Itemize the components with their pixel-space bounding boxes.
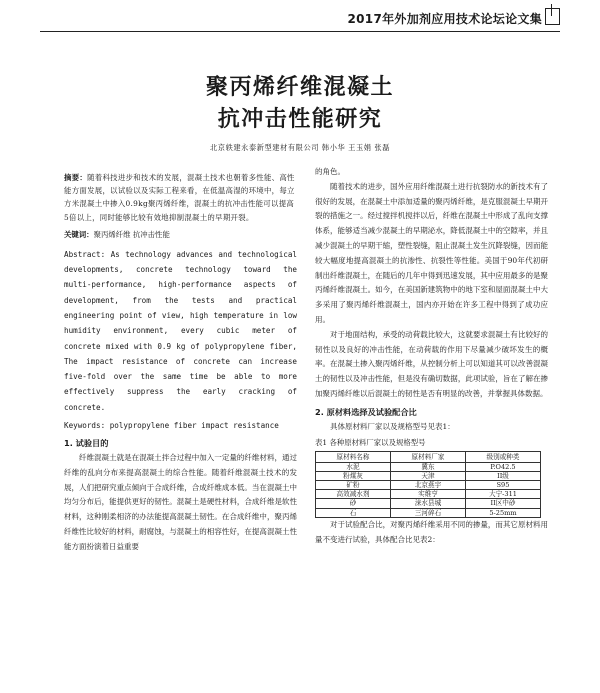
section-2-intro: 具体原材料厂家以及规格型号见表1：: [330, 421, 455, 431]
table-cell: 大宁-311: [466, 490, 541, 499]
table-cell: 天津: [391, 471, 466, 480]
table-cell: 涞水县城: [391, 499, 466, 508]
book-icon: [545, 8, 560, 25]
table-cell: 冀东: [391, 462, 466, 471]
paragraph-purpose: 对于地面结构，承受的动荷载比较大，这就要求混凝土有比较好的韧性以及良好的冲击性能，在动荷载的作用下尽量减少破坏发生的概率。在混凝土掺入聚丙烯纤维，从控制分析上可以知道其可以改善混凝土的韧性以及冲击性能，但是没有确切数据，此项试验，旨在了解在掺加聚丙烯纤维以后混凝土的韧性是否有明显的改善，并掌握具体数据。: [315, 329, 548, 398]
paragraph-after-table: 对于试验配合比，对聚丙烯纤维采用不同的掺量，而其它原材料用量不变进行试验，具体配合比见表2：: [315, 519, 548, 544]
section-1-heading: 1. 试验目的: [64, 438, 109, 449]
table-header-cell: 原材料名称: [316, 451, 391, 462]
table-cell: 5-25mm: [466, 508, 541, 517]
materials-table: [315, 451, 541, 518]
table-row: [316, 499, 541, 508]
table-cell: 矿粉: [316, 480, 391, 489]
running-head-title: 2017年外加剂应用技术论坛论文集: [347, 12, 542, 26]
table-row: [316, 490, 541, 499]
table-header-cell: 原材料厂家: [391, 451, 466, 462]
table-header-row: [316, 451, 541, 462]
table-header-cell: 级别或种类: [466, 451, 541, 462]
keywords-en: Keywords: polypropylene fiber impact resistance: [64, 421, 279, 431]
table-cell: II级: [466, 471, 541, 480]
table-row: [316, 508, 541, 517]
section-1-paragraph: 纤维混凝土就是在混凝土拌合过程中加入一定量的纤维材料，通过纤维的乱向分布来提高混凝土的综合性能。随着纤维混凝土技术的发展，人们把研究重点倾向于合成纤维，合成纤维成本低。当在混凝土中均匀分布后，能提供更好的韧性。混凝土是硬性材料，合成纤维是软性材料，这种刚柔相济的办法能提高混凝土韧性。在合成纤维中，聚丙烯纤维性比较好的材料，耐腐蚀，与混凝土的相容性好，在提高混凝土性能方面扮演着日益重要: [64, 453, 297, 551]
table-row: [316, 471, 541, 480]
table-cell: S95: [466, 480, 541, 489]
keywords-cn-label: 关键词：: [64, 229, 94, 239]
table-1-caption: 表1 各种原材料厂家以及规格型号: [315, 437, 426, 447]
title-line-2: 抗冲击性能研究: [217, 107, 383, 132]
table-row: [316, 480, 541, 489]
table-cell: 实维亨: [391, 490, 466, 499]
keywords-cn: [64, 228, 297, 241]
table-cell: 石: [316, 508, 391, 517]
table-cell: 三河碎石: [391, 508, 466, 517]
table-cell: 北京燕宇: [391, 480, 466, 489]
title-line-1: 聚丙烯纤维混凝土: [205, 75, 394, 100]
abstract-cn-label: 摘要：: [64, 173, 88, 182]
table-cell: 高效减水剂: [316, 490, 391, 499]
right-column: [315, 165, 548, 547]
abstract-cn-text: 随着科技进步和技术的发展，混凝土技术也朝着多性能、高性能方面发展，以试验以及实际工程来看，在低温高湿的环境中，每立方米混凝土中掺入0.9kg聚丙烯纤维，混凝土的抗冲击性能可以提高5倍以上，同时能够比较有效地抑制混凝土的早期开裂。: [64, 173, 295, 222]
table-cell: 砂: [316, 499, 391, 508]
header-rule: [40, 31, 560, 32]
paragraph-background: 随着技术的进步，国外应用纤维混凝土进行抗裂防水的新技术有了很好的发展，在混凝土中添加适量的聚丙烯纤维，是克服混凝土早期开裂的措施之一。经过搅拌机搅拌以后，纤维在混凝土中形成了乱向支撑体系，能够适当减少混凝土的早期泌水，降低混凝土中的空隙率，并且减少混凝土的早期干缩，塑性裂缝，阻止混凝土发生沉降裂缝，因而能较大幅度地提高混凝土的抗渗性、抗裂性等性能。美国于90年代初研制出纤维混凝土，在随后的几年中得到迅速发展，其中应用最多的是聚丙烯纤维混凝土。如今，在美国新建筑物中的地下室和屋面混凝土中大多采用了聚丙烯纤维混凝土，国内亦开始在许多工程中得到了成功应用。: [315, 181, 548, 324]
continuation-text: 的角色。: [315, 167, 345, 176]
abstract-en: Abstract: As technology advances and technological developments, concrete technology toward the multi-performance, high-performance aspects of development, from the tests and practical engineering point of view, high temperature in low humidity environment, every cubic meter of concrete mixed with 0.9 kg of polypropylene fiber, The impact resistance of concrete can increase five-fold over the same time be able to more effectively suppress the early cracking of concrete.: [64, 249, 297, 412]
authors-line: 北京轶建永泰新型建材有限公司 韩小华 王玉娟 张磊: [210, 143, 390, 152]
page-header: [0, 0, 600, 36]
keywords-cn-text: 聚丙烯纤维 抗冲击性能: [93, 229, 170, 239]
section-2-heading: 2. 原材料选择及试验配合比: [315, 406, 417, 417]
table-cell: 水泥: [316, 462, 391, 471]
left-column: [64, 165, 297, 555]
table-row: [316, 462, 541, 471]
abstract-cn: [64, 171, 297, 224]
table-cell: P.O42.5: [466, 462, 541, 471]
article-title: [0, 72, 600, 136]
table-cell: II区中砂: [466, 499, 541, 508]
table-cell: 粉煤灰: [316, 471, 391, 480]
